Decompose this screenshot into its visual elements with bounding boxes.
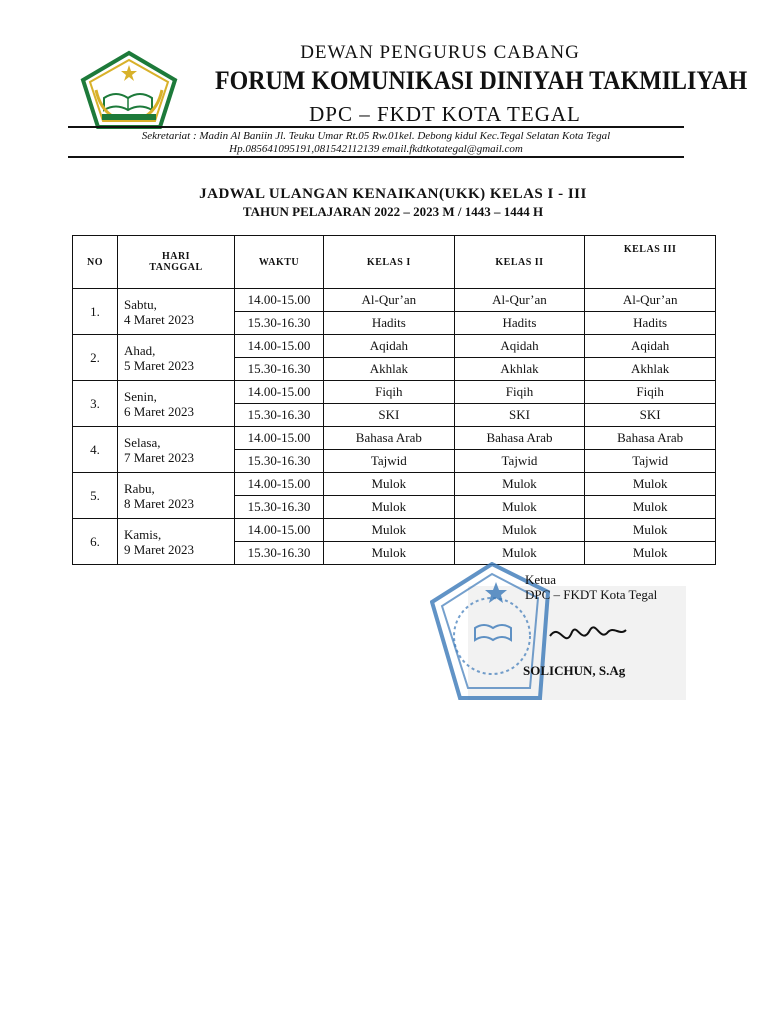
kelas-2-cell: Aqidah xyxy=(454,335,585,358)
header-hari: HARI xyxy=(161,251,191,262)
kelas-3-cell: Bahasa Arab xyxy=(585,427,716,450)
header-kelas-1: KELAS I xyxy=(324,236,455,289)
header-line-1: DEWAN PENGURUS CABANG xyxy=(300,42,580,63)
day-date-cell xyxy=(118,473,235,519)
kelas-1-cell: SKI xyxy=(324,404,455,427)
kelas-2-cell: Mulok xyxy=(454,519,585,542)
row-number: 1. xyxy=(73,289,118,335)
date: 5 Maret 2023 xyxy=(124,357,195,373)
signature-org: DPC – FKDT Kota Tegal xyxy=(525,587,658,602)
table-header-row xyxy=(73,236,716,289)
date: 8 Maret 2023 xyxy=(124,495,195,511)
kelas-3-cell: Fiqih xyxy=(585,381,716,404)
schedule-body xyxy=(73,289,716,565)
table-row xyxy=(73,381,716,404)
header-line-3: DPC – FKDT KOTA TEGAL xyxy=(309,102,581,126)
time-cell: 14.00-15.00 xyxy=(235,289,324,312)
kelas-3-cell: Mulok xyxy=(585,542,716,565)
header-waktu: WAKTU xyxy=(235,236,324,289)
kelas-3-cell: Mulok xyxy=(585,496,716,519)
time-cell: 14.00-15.00 xyxy=(235,473,324,496)
time-cell: 15.30-16.30 xyxy=(235,496,324,519)
kelas-1-cell: Mulok xyxy=(324,519,455,542)
kelas-1-cell: Tajwid xyxy=(324,450,455,473)
time-cell: 14.00-15.00 xyxy=(235,519,324,542)
kelas-3-cell: Al-Qur’an xyxy=(585,289,716,312)
table-row xyxy=(73,289,716,312)
day-name: Sabtu, xyxy=(124,296,157,312)
document-subtitle: TAHUN PELAJARAN 2022 – 2023 M / 1443 – 1444 H xyxy=(242,204,544,219)
table-row xyxy=(73,335,716,358)
header-org-name: FORUM KOMUNIKASI DINIYAH TAKMILIYAH xyxy=(215,66,748,95)
kelas-1-cell: Aqidah xyxy=(324,335,455,358)
kelas-2-cell: Tajwid xyxy=(454,450,585,473)
kelas-1-cell: Akhlak xyxy=(324,358,455,381)
kelas-2-cell: Mulok xyxy=(454,496,585,519)
signature-role: Ketua xyxy=(525,572,557,587)
kelas-3-cell: Akhlak xyxy=(585,358,716,381)
row-number: 4. xyxy=(73,427,118,473)
header-tanggal: TANGGAL xyxy=(149,262,203,273)
kelas-1-cell: Bahasa Arab xyxy=(324,427,455,450)
table-row xyxy=(73,427,716,450)
kelas-2-cell: Akhlak xyxy=(454,358,585,381)
day-name: Selasa, xyxy=(124,434,161,450)
time-cell: 14.00-15.00 xyxy=(235,381,324,404)
kelas-1-cell: Mulok xyxy=(324,473,455,496)
kelas-2-cell: SKI xyxy=(454,404,585,427)
time-cell: 14.00-15.00 xyxy=(235,427,324,450)
date: 7 Maret 2023 xyxy=(124,449,195,465)
time-cell: 15.30-16.30 xyxy=(235,404,324,427)
kelas-2-cell: Fiqih xyxy=(454,381,585,404)
kelas-1-cell: Mulok xyxy=(324,542,455,565)
header-divider-top xyxy=(68,126,684,128)
kelas-2-cell: Mulok xyxy=(454,473,585,496)
address-line-1: Sekretariat : Madin Al Baniin Jl. Teuku Umar Rt.05 Rw.01kel. Debong kidul Kec.Tegal Selatan Kota Tegal xyxy=(141,130,611,142)
row-number: 5. xyxy=(73,473,118,519)
address-line-2: Hp.085641095191,081542112139 email.fkdtkotategal@gmail.com xyxy=(229,143,523,155)
date: 6 Maret 2023 xyxy=(124,403,195,419)
kelas-3-cell: Mulok xyxy=(585,519,716,542)
date: 4 Maret 2023 xyxy=(124,311,195,327)
day-date-cell xyxy=(118,381,235,427)
day-date-cell xyxy=(118,427,235,473)
kelas-3-cell: Aqidah xyxy=(585,335,716,358)
row-number: 2. xyxy=(73,335,118,381)
day-date-cell xyxy=(118,335,235,381)
time-cell: 15.30-16.30 xyxy=(235,450,324,473)
kelas-1-cell: Hadits xyxy=(324,312,455,335)
kelas-1-cell: Al-Qur’an xyxy=(324,289,455,312)
header-no: NO xyxy=(73,236,118,289)
kelas-3-cell: Mulok xyxy=(585,473,716,496)
schedule-table xyxy=(72,235,716,565)
header-kelas-3: KELAS III xyxy=(585,236,716,289)
organization-logo xyxy=(80,50,178,130)
kelas-2-cell: Mulok xyxy=(454,542,585,565)
table-row xyxy=(73,473,716,496)
signature-name: SOLICHUN, S.Ag xyxy=(523,663,626,678)
table-row xyxy=(73,519,716,542)
day-name: Kamis, xyxy=(124,526,162,542)
kelas-2-cell: Hadits xyxy=(454,312,585,335)
kelas-3-cell: Hadits xyxy=(585,312,716,335)
date: 9 Maret 2023 xyxy=(124,541,195,557)
header-kelas-2: KELAS II xyxy=(454,236,585,289)
day-name: Ahad, xyxy=(124,342,156,358)
kelas-1-cell: Fiqih xyxy=(324,381,455,404)
time-cell: 15.30-16.30 xyxy=(235,542,324,565)
kelas-1-cell: Mulok xyxy=(324,496,455,519)
header-hari-tanggal xyxy=(118,236,235,289)
header-divider-bottom xyxy=(68,156,684,158)
row-number: 6. xyxy=(73,519,118,565)
kelas-2-cell: Al-Qur’an xyxy=(454,289,585,312)
day-date-cell xyxy=(118,519,235,565)
time-cell: 15.30-16.30 xyxy=(235,358,324,381)
official-stamp xyxy=(430,562,690,710)
day-name: Senin, xyxy=(124,388,157,404)
kelas-3-cell: SKI xyxy=(585,404,716,427)
time-cell: 14.00-15.00 xyxy=(235,335,324,358)
day-name: Rabu, xyxy=(124,480,155,496)
kelas-3-cell: Tajwid xyxy=(585,450,716,473)
document-title: JADWAL ULANGAN KENAIKAN(UKK) KELAS I - III xyxy=(199,186,587,202)
day-date-cell xyxy=(118,289,235,335)
time-cell: 15.30-16.30 xyxy=(235,312,324,335)
row-number: 3. xyxy=(73,381,118,427)
kelas-2-cell: Bahasa Arab xyxy=(454,427,585,450)
